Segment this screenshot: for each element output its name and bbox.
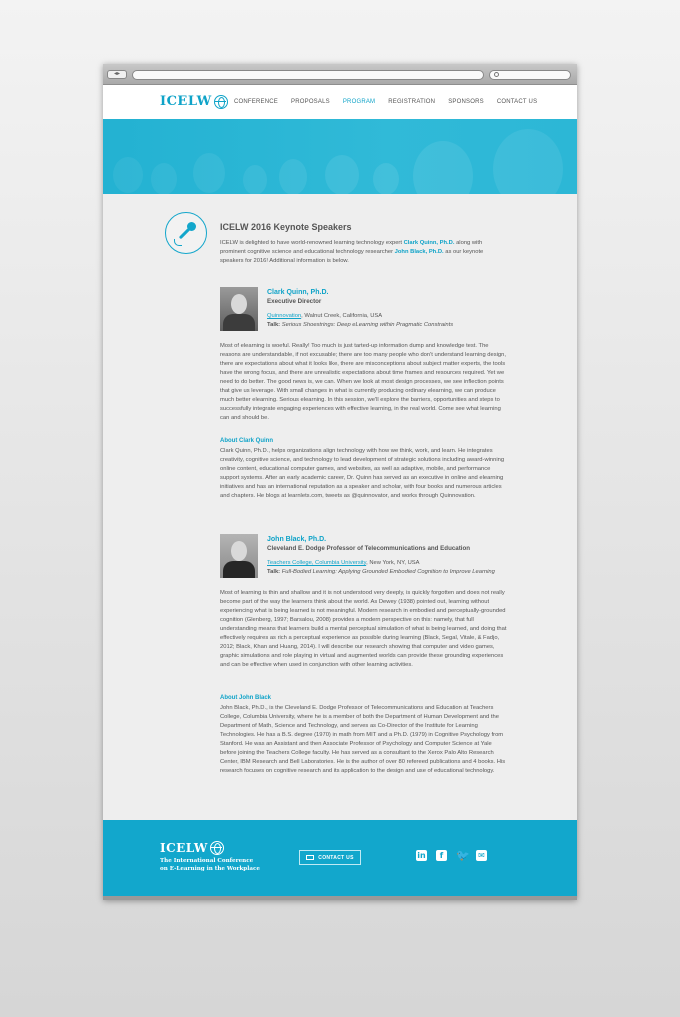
nav-item-program[interactable]: PROGRAM [342, 99, 376, 105]
speaker-talk: Talk: Full-Bodied Learning: Applying Grounded Embodied Cognition to Improve Learning [267, 569, 495, 575]
browser-search-field[interactable] [489, 70, 571, 80]
intro-speaker-link[interactable]: John Black, Ph.D. [394, 249, 444, 255]
back-forward-buttons[interactable]: ◂▸ [107, 70, 127, 79]
site-footer [103, 820, 577, 896]
globe-icon [214, 95, 228, 109]
speaker-abstract: Most of learning is thin and shallow and it is not understood very deeply, is quickly forgotten and does not really become part of the way the learners think about the world. As Dewey (1938) pointed out, learning without experiencing what is being learned is not meaningful. Modern research in embodied and perceptually-grounded cognition (Glenberg, 1997; Barsalou, 2008) provides a modern perspective on this: namely, that full understanding means that learners build a mental perceptual simulation of what is being learned, and doing that effectively requires as rich a perceptual experience as possible during learning (Black, Segal, Vitale, & Fadjo, 2012; Black, Khan and Huang, 2014). I will describe our research showing that computer and video games, graphic simulations and role playing in virtual and augmented worlds can provide these grounding experiences and can be effective when used in conjunction with other learning activities. [220, 590, 507, 668]
search-icon [494, 72, 499, 77]
speaker-bio: Clark Quinn, Ph.D., helps organizations align technology with how we think, work, and learn. He integrates creativity, cognitive science, and technology to lead development of strategic solutions including award-winning online content, educational computer games, and websites, as well as adaptive, mobile, and performance support systems. After an early academic career, Dr. Quinn has served as an executive in online and elearning initiatives and has an international reputation as a speaker and scholar, with four books and numerous articles and chapters. He blogs at learnlets.com, tweets as @quinnovator, and works through Quinnovation. [220, 448, 505, 499]
speaker-organization: Quinnovation, Walnut Creek, California, USA [267, 313, 383, 319]
intro-text: ICELW is delighted to have world-renowned learning technology expert Clark Quinn, Ph.D. along with prominent cognitive science and educational technology researcher John Black, Ph.D. as our keynote speakers for 2016! Additional information is below. [220, 240, 484, 264]
speaker-photo [220, 534, 258, 578]
speaker-talk: Talk: Serious Shoestrings: Deep eLearning within Pragmatic Constraints [267, 322, 454, 328]
site-logo[interactable] [160, 94, 228, 109]
nav-item-sponsors[interactable]: SPONSORS [448, 99, 484, 105]
browser-window [103, 64, 577, 900]
speaker-name: Clark Quinn, Ph.D. [267, 289, 329, 296]
globe-icon [210, 841, 224, 855]
envelope-icon [306, 855, 314, 860]
logo-text: ICELW [160, 94, 212, 109]
speaker-card [220, 534, 508, 580]
linkedin-icon[interactable]: in [417, 851, 426, 860]
organization-link[interactable]: Teachers College, Columbia University [267, 560, 367, 566]
about-heading: About Clark Quinn [220, 438, 273, 444]
intro-speaker-link[interactable]: Clark Quinn, Ph.D. [403, 240, 455, 246]
browser-toolbar [103, 64, 577, 85]
facebook-icon[interactable]: f [436, 850, 447, 861]
nav-item-proposals[interactable]: PROPOSALS [291, 99, 330, 105]
speaker-photo [220, 287, 258, 331]
nav-item-registration[interactable]: REGISTRATION [388, 99, 436, 105]
nav-item-conference[interactable]: CONFERENCE [234, 99, 279, 105]
hero-overlay [103, 119, 577, 194]
site-header [103, 85, 577, 119]
footer-tagline: The International Conference on E-Learning in the Workplace [160, 858, 260, 872]
footer-logo[interactable] [160, 841, 224, 855]
main-nav [234, 99, 537, 105]
speaker-name: John Black, Ph.D. [267, 536, 327, 543]
social-links [416, 850, 487, 861]
address-bar[interactable] [132, 70, 484, 80]
speaker-role: Executive Director [267, 298, 322, 305]
hero-banner [103, 119, 577, 194]
contact-label: CONTACT US [318, 854, 354, 861]
twitter-icon[interactable]: 🐦 [456, 849, 470, 862]
main-content [103, 194, 577, 821]
browser-bottom-edge [103, 896, 577, 900]
about-heading: About John Black [220, 695, 272, 701]
organization-link[interactable]: Quinnovation [267, 313, 302, 319]
speaker-card [220, 287, 508, 333]
speaker-abstract: Most of elearning is woeful. Really! Too much is just tarted-up information dump and knowledge test. The reasons are understandable, if not excusable; there are too many people who don't understand learning design, there are expectations about what it looks like, there are misconceptions about subject matter experts, the tools have the wrong focus, and there are unrealistic expectations about time frames and resources required. Yet we need to do better. The good news is, we can. When we look at most design processes, we see inflection points that give us leverage. With small changes in what is currently producing ordinary elearning, we can produce much better elearning. Serious elearning. In this session, we'll explore the barriers, opportunities and steps to successfully integrate engaging experiences with effective learning, in the real world. Come see what learning can and should be. [220, 343, 506, 421]
page-title: ICELW 2016 Keynote Speakers [220, 222, 352, 232]
speaker-role: Cleveland E. Dodge Professor of Telecommunications and Education [267, 545, 471, 552]
footer-logo-text: ICELW [160, 841, 208, 855]
microphone-icon [165, 212, 207, 254]
nav-item-contact-us[interactable]: CONTACT US [496, 99, 538, 105]
email-icon[interactable]: ✉ [476, 850, 487, 861]
speaker-organization: Teachers College, Columbia University, New York, NY, USA [267, 560, 420, 566]
footer-contact-button[interactable] [299, 850, 361, 865]
speaker-bio: John Black, Ph.D., is the Cleveland E. Dodge Professor of Telecommunications and Education at Teachers College, Columbia University, where he is a member of both the Department of Human Development and the Department of Math, Science and Technology, and serves as Co-Director of the Institute for Learning Technologies. He has a B.S. degree (1970) in math from MIT and a Ph.D. (1979) in Cognitive Psychology from Stanford. He was an Assistant and then Associate Professor of Psychology and Computer Science at Yale before joining the Teachers College faculty. He has served as a consultant to the Xerox Palo Alto Research Center, IBM Research and Bell Laboratories. He is the author of over 80 refereed publications and 4 books. His research focuses on cognitive research and its application to the design and use of educational technology. [220, 705, 506, 774]
